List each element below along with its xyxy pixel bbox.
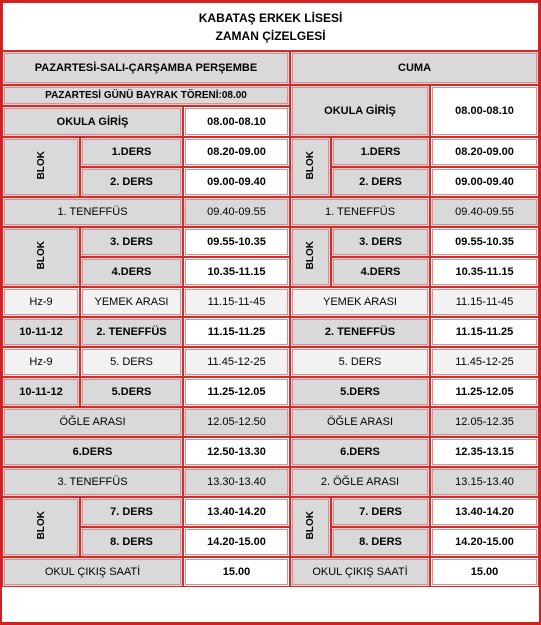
friday-lesson-2-time: 09.00-09.40 bbox=[430, 167, 539, 197]
friday-lesson-8: 8. DERS bbox=[331, 527, 430, 557]
weekday-entry-label: OKULA GİRİŞ bbox=[2, 106, 183, 137]
weekday-break-3: 3. TENEFFÜS bbox=[2, 467, 183, 497]
friday-lesson-4: 4.DERS bbox=[331, 257, 430, 287]
weekday-exit-label: OKUL ÇIKIŞ SAATİ bbox=[2, 557, 183, 587]
friday-break-2-time: 11.15-11.25 bbox=[430, 317, 539, 347]
friday-noon-break-time: 12.05-12.35 bbox=[430, 407, 539, 437]
weekday-break-2: 2. TENEFFÜS bbox=[80, 317, 183, 347]
weekday-noon-break-time: 12.05-12.50 bbox=[183, 407, 290, 437]
weekday-lesson-6: 6.DERS bbox=[2, 437, 183, 467]
friday-lesson-5b-time: 11.25-12.05 bbox=[430, 377, 539, 407]
friday-lesson-6: 6.DERS bbox=[290, 437, 430, 467]
schedule-table bbox=[2, 2, 539, 587]
friday-lesson-5a-time: 11.45-12-25 bbox=[430, 347, 539, 377]
friday-lesson-6-time: 12.35-13.15 bbox=[430, 437, 539, 467]
lunch-grade: Hz-9 bbox=[2, 287, 80, 317]
friday-second-noon-break: 2. ÖĞLE ARASI bbox=[290, 467, 430, 497]
weekday-lesson-2-time: 09.00-09.40 bbox=[183, 167, 290, 197]
friday-lesson-1: 1.DERS bbox=[331, 137, 430, 167]
flag-ceremony-note: PAZARTESİ GÜNÜ BAYRAK TÖRENİ:08.00 bbox=[2, 85, 290, 106]
weekday-lesson-1: 1.DERS bbox=[80, 137, 183, 167]
weekday-blok-1: BLOK bbox=[2, 137, 80, 197]
schedule-name: ZAMAN ÇİZELGESİ bbox=[215, 28, 326, 43]
weekday-lesson-2: 2. DERS bbox=[80, 167, 183, 197]
friday-lesson-7-time: 13.40-14.20 bbox=[430, 497, 539, 527]
friday-blok-2: BLOK bbox=[290, 227, 331, 287]
weekday-exit-time: 15.00 bbox=[183, 557, 290, 587]
schedule-title bbox=[2, 2, 539, 51]
friday-blok-1: BLOK bbox=[290, 137, 331, 197]
weekday-lesson-5b-time: 11.25-12.05 bbox=[183, 377, 290, 407]
friday-exit-label: OKUL ÇIKIŞ SAATİ bbox=[290, 557, 430, 587]
weekday-lesson-4: 4.DERS bbox=[80, 257, 183, 287]
weekday-noon-break: ÖĞLE ARASI bbox=[2, 407, 183, 437]
weekday-break-2-time: 11.15-11.25 bbox=[183, 317, 290, 347]
friday-entry-time: 08.00-08.10 bbox=[430, 85, 539, 137]
friday-noon-break: ÖĞLE ARASI bbox=[290, 407, 430, 437]
weekday-lesson-4-time: 10.35-11.15 bbox=[183, 257, 290, 287]
friday-lesson-3-time: 09.55-10.35 bbox=[430, 227, 539, 257]
friday-entry-label: OKULA GİRİŞ bbox=[290, 85, 430, 137]
lesson-5b-grade: 10-11-12 bbox=[2, 377, 80, 407]
weekday-entry-time: 08.00-08.10 bbox=[183, 106, 290, 137]
weekday-lesson-5b: 5.DERS bbox=[80, 377, 183, 407]
weekday-lesson-5a: 5. DERS bbox=[80, 347, 183, 377]
friday-lesson-8-time: 14.20-15.00 bbox=[430, 527, 539, 557]
weekday-lesson-5a-time: 11.45-12-25 bbox=[183, 347, 290, 377]
break-2-grade: 10-11-12 bbox=[2, 317, 80, 347]
friday-break-1-time: 09.40-09.55 bbox=[430, 197, 539, 227]
friday-lunch: YEMEK ARASI bbox=[290, 287, 430, 317]
weekday-lesson-8: 8. DERS bbox=[80, 527, 183, 557]
friday-lesson-1-time: 08.20-09.00 bbox=[430, 137, 539, 167]
weekday-blok-3: BLOK bbox=[2, 497, 80, 557]
friday-break-2: 2. TENEFFÜS bbox=[290, 317, 430, 347]
friday-lesson-5a: 5. DERS bbox=[290, 347, 430, 377]
weekday-blok-2: BLOK bbox=[2, 227, 80, 287]
friday-lesson-4-time: 10.35-11.15 bbox=[430, 257, 539, 287]
weekday-lesson-3-time: 09.55-10.35 bbox=[183, 227, 290, 257]
friday-exit-time: 15.00 bbox=[430, 557, 539, 587]
friday-lunch-time: 11.15-11-45 bbox=[430, 287, 539, 317]
friday-lesson-5b: 5.DERS bbox=[290, 377, 430, 407]
weekday-lesson-8-time: 14.20-15.00 bbox=[183, 527, 290, 557]
friday-second-noon-break-time: 13.15-13.40 bbox=[430, 467, 539, 497]
friday-lesson-3: 3. DERS bbox=[331, 227, 430, 257]
weekday-lunch: YEMEK ARASI bbox=[80, 287, 183, 317]
weekday-lesson-7-time: 13.40-14.20 bbox=[183, 497, 290, 527]
header-weekdays: PAZARTESİ-SALI-ÇARŞAMBA PERŞEMBE bbox=[2, 51, 290, 85]
friday-blok-3: BLOK bbox=[290, 497, 331, 557]
lesson-5a-grade: Hz-9 bbox=[2, 347, 80, 377]
weekday-lesson-1-time: 08.20-09.00 bbox=[183, 137, 290, 167]
friday-break-1: 1. TENEFFÜS bbox=[290, 197, 430, 227]
weekday-lesson-7: 7. DERS bbox=[80, 497, 183, 527]
weekday-lesson-3: 3. DERS bbox=[80, 227, 183, 257]
weekday-lesson-6-time: 12.50-13.30 bbox=[183, 437, 290, 467]
friday-lesson-7: 7. DERS bbox=[331, 497, 430, 527]
weekday-lunch-time: 11.15-11-45 bbox=[183, 287, 290, 317]
weekday-break-3-time: 13.30-13.40 bbox=[183, 467, 290, 497]
weekday-break-1-time: 09.40-09.55 bbox=[183, 197, 290, 227]
header-friday: CUMA bbox=[290, 51, 539, 85]
school-name: KABATAŞ ERKEK LİSESİ bbox=[198, 10, 343, 25]
weekday-break-1: 1. TENEFFÜS bbox=[2, 197, 183, 227]
friday-lesson-2: 2. DERS bbox=[331, 167, 430, 197]
